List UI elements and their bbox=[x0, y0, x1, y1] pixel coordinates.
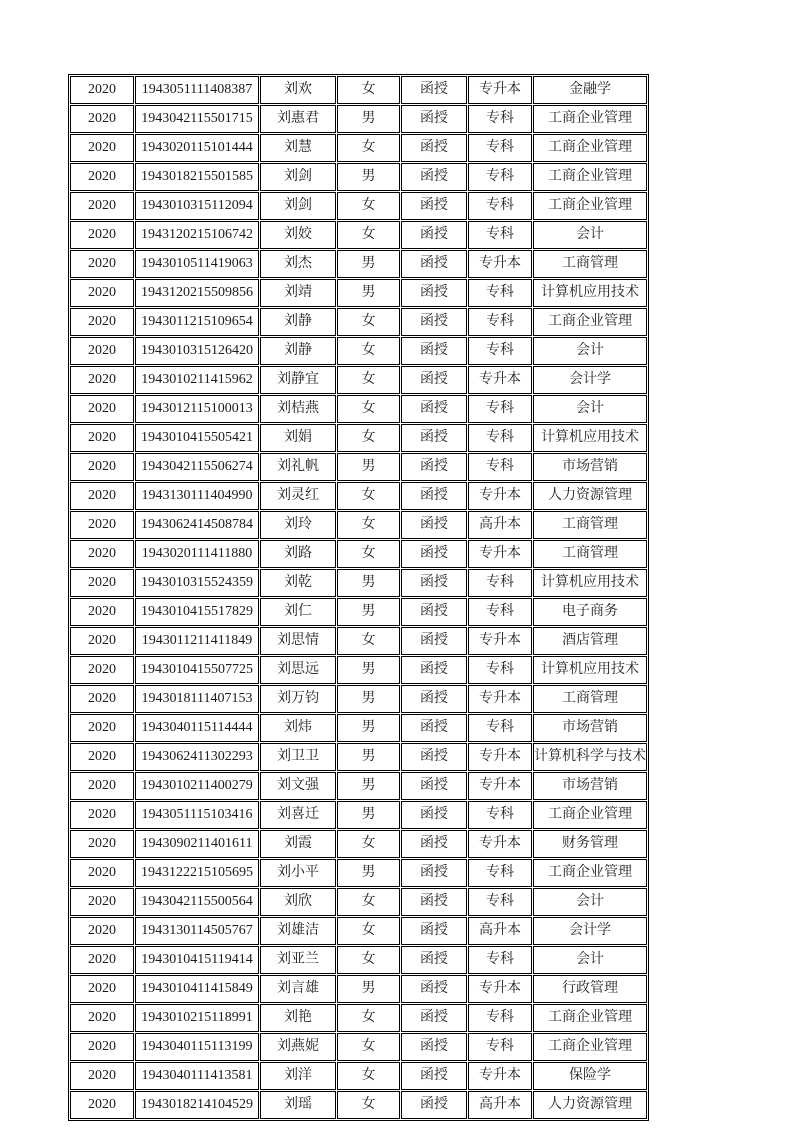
cell-education-level: 高升本 bbox=[468, 917, 532, 945]
cell-gender: 女 bbox=[337, 424, 400, 452]
table-row bbox=[70, 163, 647, 191]
cell-major: 工商企业管理 bbox=[533, 163, 647, 191]
cell-major: 计算机科学与技术 bbox=[533, 743, 647, 771]
cell-education-level: 专科 bbox=[468, 221, 532, 249]
cell-education-level: 专科 bbox=[468, 569, 532, 597]
cell-study-form: 函授 bbox=[401, 76, 467, 104]
cell-gender: 女 bbox=[337, 192, 400, 220]
cell-study-form: 函授 bbox=[401, 540, 467, 568]
cell-education-level: 高升本 bbox=[468, 511, 532, 539]
cell-education-level: 专科 bbox=[468, 714, 532, 742]
cell-major: 财务管理 bbox=[533, 830, 647, 858]
cell-year: 2020 bbox=[70, 569, 134, 597]
table-row bbox=[70, 424, 647, 452]
cell-major: 会计 bbox=[533, 395, 647, 423]
cell-gender: 女 bbox=[337, 1091, 400, 1119]
cell-name: 刘文强 bbox=[260, 772, 336, 800]
cell-name: 刘言雄 bbox=[260, 975, 336, 1003]
cell-student-id: 1943010315112094 bbox=[135, 192, 259, 220]
cell-student-id: 1943062411302293 bbox=[135, 743, 259, 771]
cell-year: 2020 bbox=[70, 975, 134, 1003]
cell-education-level: 专科 bbox=[468, 395, 532, 423]
cell-study-form: 函授 bbox=[401, 279, 467, 307]
cell-major: 工商企业管理 bbox=[533, 801, 647, 829]
table-row bbox=[70, 395, 647, 423]
cell-student-id: 1943042115501715 bbox=[135, 105, 259, 133]
cell-education-level: 专科 bbox=[468, 337, 532, 365]
table-row bbox=[70, 888, 647, 916]
cell-study-form: 函授 bbox=[401, 221, 467, 249]
cell-student-id: 1943051115103416 bbox=[135, 801, 259, 829]
cell-major: 工商企业管理 bbox=[533, 1004, 647, 1032]
cell-major: 金融学 bbox=[533, 76, 647, 104]
cell-student-id: 1943062414508784 bbox=[135, 511, 259, 539]
cell-name: 刘靖 bbox=[260, 279, 336, 307]
cell-study-form: 函授 bbox=[401, 917, 467, 945]
cell-study-form: 函授 bbox=[401, 685, 467, 713]
cell-student-id: 1943042115506274 bbox=[135, 453, 259, 481]
cell-gender: 男 bbox=[337, 105, 400, 133]
cell-education-level: 专升本 bbox=[468, 250, 532, 278]
cell-major: 市场营销 bbox=[533, 714, 647, 742]
cell-gender: 男 bbox=[337, 453, 400, 481]
cell-major: 市场营销 bbox=[533, 772, 647, 800]
cell-student-id: 1943130111404990 bbox=[135, 482, 259, 510]
table-row bbox=[70, 569, 647, 597]
table-row bbox=[70, 975, 647, 1003]
cell-major: 行政管理 bbox=[533, 975, 647, 1003]
table-row bbox=[70, 250, 647, 278]
cell-education-level: 专科 bbox=[468, 859, 532, 887]
cell-gender: 男 bbox=[337, 859, 400, 887]
cell-year: 2020 bbox=[70, 1091, 134, 1119]
cell-education-level: 专科 bbox=[468, 1033, 532, 1061]
cell-student-id: 1943040115114444 bbox=[135, 714, 259, 742]
cell-study-form: 函授 bbox=[401, 192, 467, 220]
cell-major: 人力资源管理 bbox=[533, 1091, 647, 1119]
table-row bbox=[70, 540, 647, 568]
cell-student-id: 1943010215118991 bbox=[135, 1004, 259, 1032]
cell-year: 2020 bbox=[70, 598, 134, 626]
cell-name: 刘剑 bbox=[260, 163, 336, 191]
cell-major: 工商管理 bbox=[533, 540, 647, 568]
table-row bbox=[70, 105, 647, 133]
cell-student-id: 1943020115101444 bbox=[135, 134, 259, 162]
cell-major: 工商企业管理 bbox=[533, 134, 647, 162]
cell-year: 2020 bbox=[70, 801, 134, 829]
cell-education-level: 专升本 bbox=[468, 1062, 532, 1090]
cell-study-form: 函授 bbox=[401, 714, 467, 742]
cell-year: 2020 bbox=[70, 337, 134, 365]
cell-major: 酒店管理 bbox=[533, 627, 647, 655]
cell-study-form: 函授 bbox=[401, 772, 467, 800]
cell-education-level: 专科 bbox=[468, 598, 532, 626]
table-row bbox=[70, 453, 647, 481]
cell-student-id: 1943011211411849 bbox=[135, 627, 259, 655]
cell-study-form: 函授 bbox=[401, 163, 467, 191]
cell-gender: 男 bbox=[337, 569, 400, 597]
cell-name: 刘雄洁 bbox=[260, 917, 336, 945]
cell-major: 会计 bbox=[533, 337, 647, 365]
cell-name: 刘炜 bbox=[260, 714, 336, 742]
cell-year: 2020 bbox=[70, 946, 134, 974]
cell-major: 计算机应用技术 bbox=[533, 424, 647, 452]
cell-major: 工商企业管理 bbox=[533, 1033, 647, 1061]
cell-gender: 男 bbox=[337, 250, 400, 278]
cell-study-form: 函授 bbox=[401, 743, 467, 771]
cell-education-level: 专升本 bbox=[468, 830, 532, 858]
cell-major: 工商企业管理 bbox=[533, 192, 647, 220]
cell-student-id: 1943010211415962 bbox=[135, 366, 259, 394]
cell-year: 2020 bbox=[70, 888, 134, 916]
cell-student-id: 1943120215509856 bbox=[135, 279, 259, 307]
cell-student-id: 1943010415517829 bbox=[135, 598, 259, 626]
cell-education-level: 专科 bbox=[468, 888, 532, 916]
table-row bbox=[70, 772, 647, 800]
cell-major: 市场营销 bbox=[533, 453, 647, 481]
cell-name: 刘卫卫 bbox=[260, 743, 336, 771]
cell-name: 刘灵红 bbox=[260, 482, 336, 510]
table-row bbox=[70, 859, 647, 887]
cell-gender: 女 bbox=[337, 1033, 400, 1061]
table-row bbox=[70, 946, 647, 974]
cell-study-form: 函授 bbox=[401, 337, 467, 365]
cell-major: 计算机应用技术 bbox=[533, 656, 647, 684]
cell-year: 2020 bbox=[70, 308, 134, 336]
cell-gender: 男 bbox=[337, 685, 400, 713]
table-row bbox=[70, 830, 647, 858]
cell-gender: 女 bbox=[337, 946, 400, 974]
cell-education-level: 专升本 bbox=[468, 627, 532, 655]
cell-name: 刘小平 bbox=[260, 859, 336, 887]
cell-name: 刘静 bbox=[260, 337, 336, 365]
table-row bbox=[70, 337, 647, 365]
cell-major: 保险学 bbox=[533, 1062, 647, 1090]
cell-year: 2020 bbox=[70, 540, 134, 568]
cell-gender: 女 bbox=[337, 540, 400, 568]
cell-year: 2020 bbox=[70, 163, 134, 191]
cell-gender: 男 bbox=[337, 714, 400, 742]
cell-study-form: 函授 bbox=[401, 830, 467, 858]
table-row bbox=[70, 308, 647, 336]
cell-name: 刘杰 bbox=[260, 250, 336, 278]
cell-study-form: 函授 bbox=[401, 453, 467, 481]
cell-name: 刘仁 bbox=[260, 598, 336, 626]
cell-name: 刘思情 bbox=[260, 627, 336, 655]
cell-year: 2020 bbox=[70, 366, 134, 394]
cell-name: 刘礼帆 bbox=[260, 453, 336, 481]
cell-education-level: 高升本 bbox=[468, 1091, 532, 1119]
cell-major: 工商企业管理 bbox=[533, 105, 647, 133]
cell-gender: 男 bbox=[337, 656, 400, 684]
cell-study-form: 函授 bbox=[401, 569, 467, 597]
cell-year: 2020 bbox=[70, 395, 134, 423]
cell-gender: 女 bbox=[337, 308, 400, 336]
cell-student-id: 1943020111411880 bbox=[135, 540, 259, 568]
cell-student-id: 1943042115500564 bbox=[135, 888, 259, 916]
cell-study-form: 函授 bbox=[401, 1062, 467, 1090]
cell-education-level: 专升本 bbox=[468, 76, 532, 104]
cell-education-level: 专科 bbox=[468, 453, 532, 481]
cell-education-level: 专科 bbox=[468, 801, 532, 829]
cell-study-form: 函授 bbox=[401, 1033, 467, 1061]
cell-study-form: 函授 bbox=[401, 1091, 467, 1119]
cell-study-form: 函授 bbox=[401, 482, 467, 510]
cell-gender: 女 bbox=[337, 76, 400, 104]
cell-student-id: 1943090211401611 bbox=[135, 830, 259, 858]
cell-education-level: 专科 bbox=[468, 1004, 532, 1032]
cell-name: 刘艳 bbox=[260, 1004, 336, 1032]
cell-name: 刘乾 bbox=[260, 569, 336, 597]
cell-year: 2020 bbox=[70, 1062, 134, 1090]
cell-year: 2020 bbox=[70, 453, 134, 481]
cell-major: 工商管理 bbox=[533, 511, 647, 539]
cell-education-level: 专科 bbox=[468, 946, 532, 974]
cell-year: 2020 bbox=[70, 192, 134, 220]
cell-student-id: 1943010511419063 bbox=[135, 250, 259, 278]
cell-year: 2020 bbox=[70, 772, 134, 800]
table-row bbox=[70, 134, 647, 162]
cell-education-level: 专升本 bbox=[468, 366, 532, 394]
table-row bbox=[70, 801, 647, 829]
cell-year: 2020 bbox=[70, 917, 134, 945]
table-row bbox=[70, 192, 647, 220]
cell-student-id: 1943040111413581 bbox=[135, 1062, 259, 1090]
cell-major: 会计学 bbox=[533, 366, 647, 394]
cell-education-level: 专升本 bbox=[468, 482, 532, 510]
cell-gender: 女 bbox=[337, 917, 400, 945]
cell-study-form: 函授 bbox=[401, 105, 467, 133]
cell-study-form: 函授 bbox=[401, 134, 467, 162]
table-row bbox=[70, 917, 647, 945]
cell-year: 2020 bbox=[70, 1033, 134, 1061]
cell-education-level: 专升本 bbox=[468, 975, 532, 1003]
cell-education-level: 专科 bbox=[468, 308, 532, 336]
cell-study-form: 函授 bbox=[401, 975, 467, 1003]
cell-name: 刘路 bbox=[260, 540, 336, 568]
cell-student-id: 1943010415505421 bbox=[135, 424, 259, 452]
cell-name: 刘思远 bbox=[260, 656, 336, 684]
cell-name: 刘娟 bbox=[260, 424, 336, 452]
cell-major: 工商企业管理 bbox=[533, 859, 647, 887]
cell-year: 2020 bbox=[70, 221, 134, 249]
cell-name: 刘洋 bbox=[260, 1062, 336, 1090]
table-row bbox=[70, 1033, 647, 1061]
cell-student-id: 1943120215106742 bbox=[135, 221, 259, 249]
table-row bbox=[70, 1004, 647, 1032]
cell-study-form: 函授 bbox=[401, 366, 467, 394]
cell-study-form: 函授 bbox=[401, 946, 467, 974]
cell-gender: 男 bbox=[337, 975, 400, 1003]
cell-student-id: 1943010415507725 bbox=[135, 656, 259, 684]
cell-study-form: 函授 bbox=[401, 308, 467, 336]
cell-study-form: 函授 bbox=[401, 1004, 467, 1032]
cell-gender: 女 bbox=[337, 366, 400, 394]
cell-gender: 女 bbox=[337, 830, 400, 858]
cell-name: 刘霞 bbox=[260, 830, 336, 858]
cell-gender: 男 bbox=[337, 163, 400, 191]
table-row bbox=[70, 1062, 647, 1090]
cell-gender: 女 bbox=[337, 395, 400, 423]
cell-study-form: 函授 bbox=[401, 250, 467, 278]
cell-major: 会计 bbox=[533, 946, 647, 974]
cell-student-id: 1943051111408387 bbox=[135, 76, 259, 104]
cell-education-level: 专科 bbox=[468, 105, 532, 133]
cell-student-id: 1943018215501585 bbox=[135, 163, 259, 191]
cell-study-form: 函授 bbox=[401, 801, 467, 829]
cell-major: 会计 bbox=[533, 888, 647, 916]
cell-name: 刘亚兰 bbox=[260, 946, 336, 974]
cell-gender: 女 bbox=[337, 221, 400, 249]
cell-study-form: 函授 bbox=[401, 424, 467, 452]
cell-year: 2020 bbox=[70, 743, 134, 771]
cell-gender: 女 bbox=[337, 888, 400, 916]
cell-year: 2020 bbox=[70, 830, 134, 858]
cell-education-level: 专科 bbox=[468, 656, 532, 684]
cell-education-level: 专科 bbox=[468, 279, 532, 307]
cell-gender: 男 bbox=[337, 801, 400, 829]
cell-year: 2020 bbox=[70, 714, 134, 742]
cell-gender: 男 bbox=[337, 772, 400, 800]
cell-major: 计算机应用技术 bbox=[533, 279, 647, 307]
cell-study-form: 函授 bbox=[401, 511, 467, 539]
cell-study-form: 函授 bbox=[401, 859, 467, 887]
cell-student-id: 1943010415119414 bbox=[135, 946, 259, 974]
cell-gender: 女 bbox=[337, 482, 400, 510]
cell-year: 2020 bbox=[70, 656, 134, 684]
cell-name: 刘玲 bbox=[260, 511, 336, 539]
cell-gender: 女 bbox=[337, 134, 400, 162]
cell-education-level: 专升本 bbox=[468, 772, 532, 800]
cell-name: 刘万钧 bbox=[260, 685, 336, 713]
cell-name: 刘燕妮 bbox=[260, 1033, 336, 1061]
table-row bbox=[70, 511, 647, 539]
cell-student-id: 1943018214104529 bbox=[135, 1091, 259, 1119]
cell-student-id: 1943130114505767 bbox=[135, 917, 259, 945]
cell-student-id: 1943010411415849 bbox=[135, 975, 259, 1003]
cell-name: 刘姣 bbox=[260, 221, 336, 249]
table-row bbox=[70, 743, 647, 771]
cell-gender: 女 bbox=[337, 1004, 400, 1032]
cell-major: 会计 bbox=[533, 221, 647, 249]
cell-student-id: 1943010315524359 bbox=[135, 569, 259, 597]
cell-year: 2020 bbox=[70, 482, 134, 510]
cell-year: 2020 bbox=[70, 424, 134, 452]
cell-name: 刘欣 bbox=[260, 888, 336, 916]
cell-year: 2020 bbox=[70, 511, 134, 539]
cell-gender: 男 bbox=[337, 743, 400, 771]
cell-gender: 女 bbox=[337, 511, 400, 539]
cell-year: 2020 bbox=[70, 685, 134, 713]
table-row bbox=[70, 656, 647, 684]
cell-education-level: 专科 bbox=[468, 163, 532, 191]
cell-education-level: 专升本 bbox=[468, 685, 532, 713]
cell-year: 2020 bbox=[70, 279, 134, 307]
table-row bbox=[70, 279, 647, 307]
cell-name: 刘喜迁 bbox=[260, 801, 336, 829]
cell-name: 刘慧 bbox=[260, 134, 336, 162]
table-row bbox=[70, 685, 647, 713]
cell-study-form: 函授 bbox=[401, 888, 467, 916]
cell-education-level: 专科 bbox=[468, 134, 532, 162]
table-row bbox=[70, 1091, 647, 1119]
cell-major: 会计学 bbox=[533, 917, 647, 945]
cell-major: 电子商务 bbox=[533, 598, 647, 626]
table-row bbox=[70, 598, 647, 626]
cell-student-id: 1943012115100013 bbox=[135, 395, 259, 423]
cell-name: 刘瑶 bbox=[260, 1091, 336, 1119]
cell-study-form: 函授 bbox=[401, 395, 467, 423]
cell-student-id: 1943018111407153 bbox=[135, 685, 259, 713]
cell-student-id: 1943040115113199 bbox=[135, 1033, 259, 1061]
table-row bbox=[70, 714, 647, 742]
cell-name: 刘静宜 bbox=[260, 366, 336, 394]
cell-major: 工商企业管理 bbox=[533, 308, 647, 336]
cell-gender: 男 bbox=[337, 598, 400, 626]
cell-study-form: 函授 bbox=[401, 656, 467, 684]
table-row bbox=[70, 76, 647, 104]
cell-gender: 男 bbox=[337, 279, 400, 307]
cell-name: 刘桔燕 bbox=[260, 395, 336, 423]
cell-student-id: 1943010211400279 bbox=[135, 772, 259, 800]
cell-education-level: 专升本 bbox=[468, 540, 532, 568]
cell-student-id: 1943122215105695 bbox=[135, 859, 259, 887]
cell-major: 人力资源管理 bbox=[533, 482, 647, 510]
cell-year: 2020 bbox=[70, 250, 134, 278]
cell-year: 2020 bbox=[70, 105, 134, 133]
cell-name: 刘静 bbox=[260, 308, 336, 336]
cell-name: 刘剑 bbox=[260, 192, 336, 220]
cell-study-form: 函授 bbox=[401, 627, 467, 655]
cell-year: 2020 bbox=[70, 1004, 134, 1032]
cell-year: 2020 bbox=[70, 859, 134, 887]
cell-gender: 女 bbox=[337, 627, 400, 655]
cell-year: 2020 bbox=[70, 627, 134, 655]
table-row bbox=[70, 482, 647, 510]
table-row bbox=[70, 627, 647, 655]
cell-study-form: 函授 bbox=[401, 598, 467, 626]
cell-major: 工商管理 bbox=[533, 685, 647, 713]
cell-year: 2020 bbox=[70, 134, 134, 162]
cell-major: 工商管理 bbox=[533, 250, 647, 278]
cell-education-level: 专升本 bbox=[468, 743, 532, 771]
table-row bbox=[70, 221, 647, 249]
cell-name: 刘惠君 bbox=[260, 105, 336, 133]
cell-student-id: 1943010315126420 bbox=[135, 337, 259, 365]
student-roster-table bbox=[68, 74, 649, 1121]
cell-education-level: 专科 bbox=[468, 424, 532, 452]
table-row bbox=[70, 366, 647, 394]
cell-student-id: 1943011215109654 bbox=[135, 308, 259, 336]
cell-major: 计算机应用技术 bbox=[533, 569, 647, 597]
cell-gender: 女 bbox=[337, 337, 400, 365]
cell-education-level: 专科 bbox=[468, 192, 532, 220]
cell-year: 2020 bbox=[70, 76, 134, 104]
cell-gender: 女 bbox=[337, 1062, 400, 1090]
cell-name: 刘欢 bbox=[260, 76, 336, 104]
table-body bbox=[70, 76, 647, 1119]
